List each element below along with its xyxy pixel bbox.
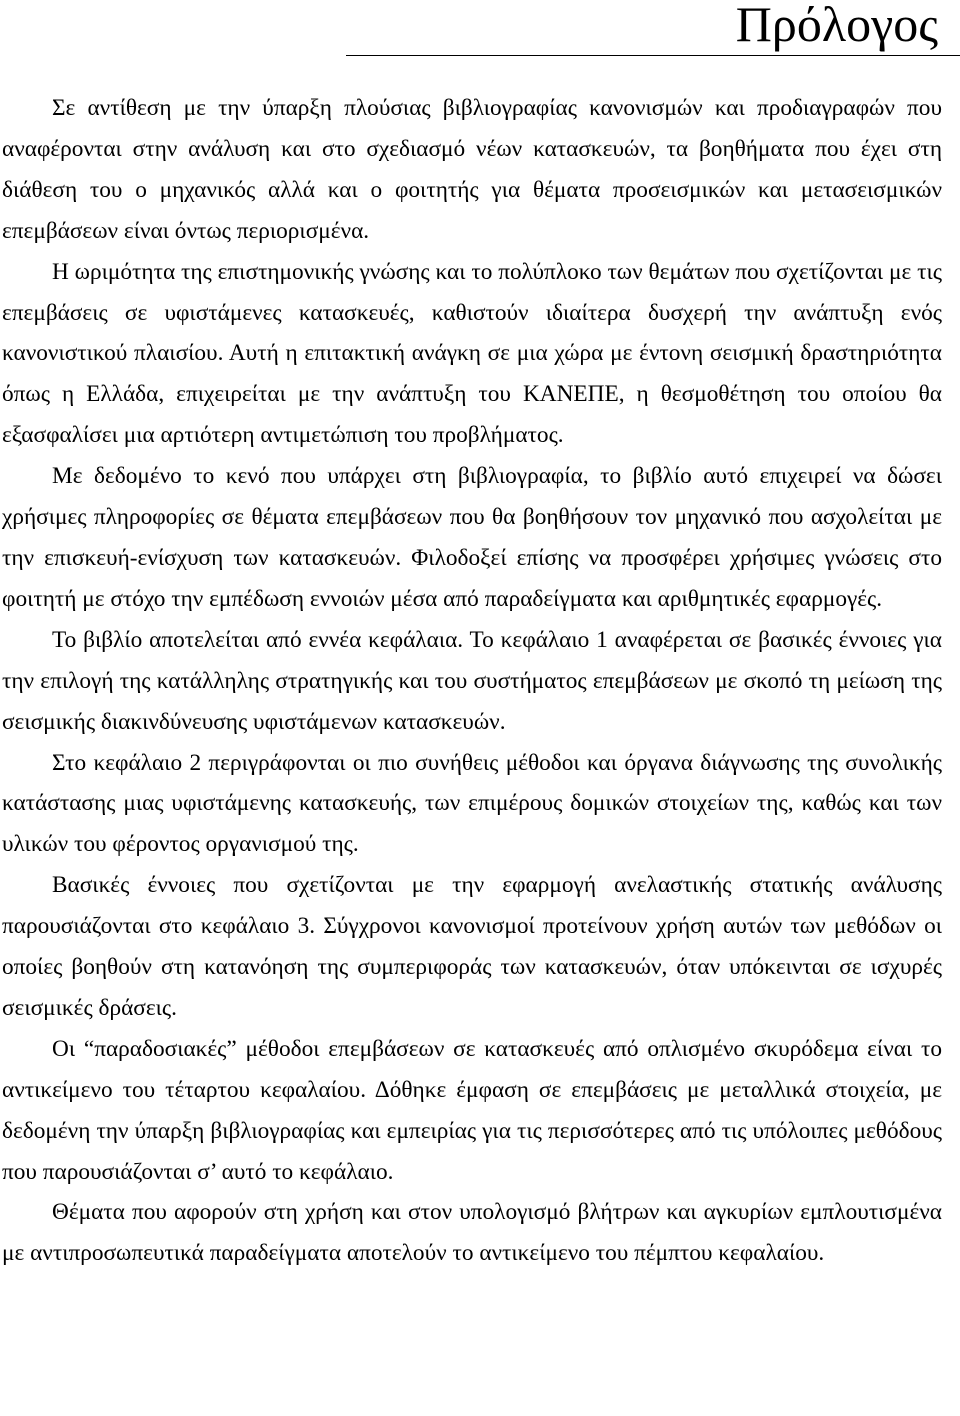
paragraph-7: Οι “παραδοσιακές” μέθοδοι επεμβάσεων σε κατασκευές από οπλισμένο σκυρόδεμα είναι το αντικείμενο του τέταρτου κεφαλαίου. Δόθηκε έμφαση σε επεμβάσεις με μεταλλικά στοιχεία, με δεδομένη την ύπαρξη βιβλιογραφίας και εμπειρίας για τις περισσότερες από τις υπόλοιπες μεθόδους που παρουσιάζονται σ’ αυτό το κεφάλαιο.: [2, 1035, 942, 1185]
paragraph-5: Στο κεφάλαιο 2 περιγράφονται οι πιο συνήθεις μέθοδοι και όργανα διάγνωσης της συνολικής κατάστασης μιας υφιστάμενης κατασκευής, των επιμέρους δομικών στοιχείων της, καθώς και των υλικών του φέροντος οργανισμού της.: [2, 749, 942, 858]
title-underline: [346, 55, 960, 56]
paragraph-1: Σε αντίθεση με την ύπαρξη πλούσιας βιβλιογραφίας κανονισμών και προδιαγραφών που αναφέρονται στην ανάλυση και στο σχεδιασμό νέων κατασκευών, τα βοηθήματα που έχει στη διάθεση του ο μηχανικός αλλά και ο φοιτητής για θέματα προσεισμικών και μετασεισμικών επεμβάσεων είναι όντως περιορισμένα.: [2, 95, 942, 244]
document-body: [2, 88, 942, 1274]
page-title: Πρόλογος: [735, 0, 938, 52]
paragraph-3: Με δεδομένο το κενό που υπάρχει στη βιβλιογραφία, το βιβλίο αυτό επιχειρεί να δώσει χρήσιμες πληροφορίες σε θέματα επεμβάσεων που θα βοηθήσουν τον μηχανικό που ασχολείται με την επισκευή-ενίσχυση των κατασκευών. Φιλοδοξεί επίσης να προσφέρει χρήσιμες γνώσεις στο φοιτητή με στόχο την εμπέδωση εννοιών μέσα από παραδείγματα και αριθμητικές εφαρμογές.: [2, 463, 942, 612]
paragraph-4: Το βιβλίο αποτελείται από εννέα κεφάλαια. Το κεφάλαιο 1 αναφέρεται σε βασικές έννοιες για την επιλογή της κατάλληλης στρατηγικής και του συστήματος επεμβάσεων με σκοπό τη μείωση της σεισμικής διακινδύνευσης υφιστάμενων κατασκευών.: [2, 626, 942, 735]
paragraph-8: Θέματα που αφορούν στη χρήση και στον υπολογισμό βλήτρων και αγκυρίων εμπλουτισμένα με αντιπροσωπευτικά παραδείγματα αποτελούν το αντικείμενο του πέμπτου κεφαλαίου.: [2, 1199, 942, 1267]
paragraph-2: Η ωριμότητα της επιστημονικής γνώσης και το πολύπλοκο των θεμάτων που σχετίζονται με τις επεμβάσεις σε υφιστάμενες κατασκευές, καθιστούν ιδιαίτερα δυσχερή την ανάπτυξη ενός κανονιστικού πλαισίου. Αυτή η επιτακτική ανάγκη σε μια χώρα με έντονη σεισμική δραστηριότητα όπως η Ελλάδα, επιχειρείται με την ανάπτυξη του ΚΑΝΕΠΕ, η θεσμοθέτηση του οποίου θα εξασφαλίσει μια αρτιότερη αντιμετώπιση του προβλήματος.: [2, 258, 942, 449]
paragraph-6: Βασικές έννοιες που σχετίζονται με την εφαρμογή ανελαστικής στατικής ανάλυσης παρουσιάζονται στο κεφάλαιο 3. Σύγχρονοι κανονισμοί προτείνουν χρήση αυτών των μεθόδων οι οποίες βοηθούν στη κατανόηση της συμπεριφοράς των κατασκευών, όταν υπόκεινται σε ισχυρές σεισμικές δράσεις.: [2, 872, 942, 1021]
